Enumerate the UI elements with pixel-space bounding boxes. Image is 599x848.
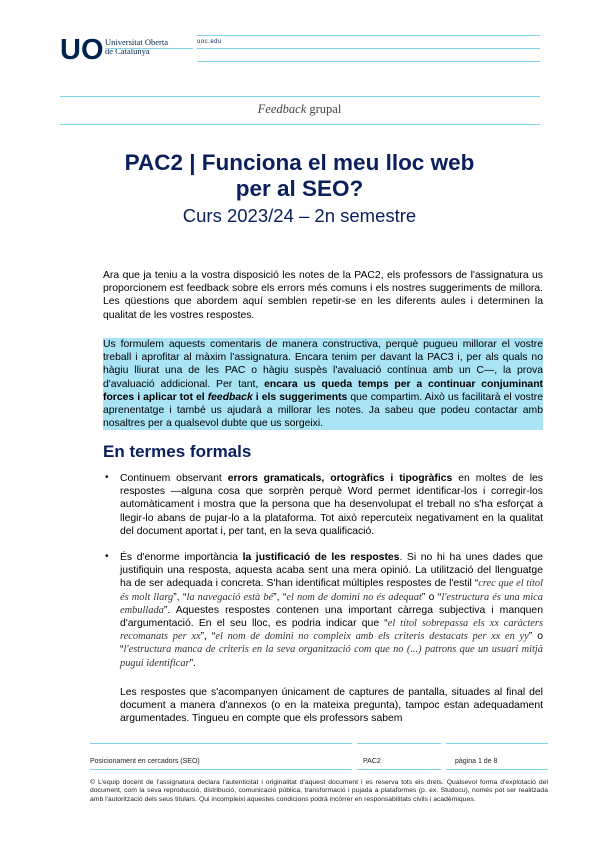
- uoc-logo: [60, 32, 104, 64]
- page-title: PAC2 | Funciona el meu lloc web per al SEO?: [124, 150, 475, 201]
- feedback-label: Feedback grupal: [257, 102, 342, 116]
- closing-paragraph: Les respostes que s'acompanyen únicament de captures de pantalla, situades al final del document a manera d'annexos (o en la mateixa pregunta), tampoc estan adequadament argumentades. Tingueu en compte que els professors sabem: [120, 687, 543, 725]
- footer-course: Posicionament en cercadors (SEO): [90, 758, 200, 765]
- bullet-marker: •: [105, 551, 109, 562]
- feedback-rule-bottom: [60, 124, 540, 125]
- feedback-rule-top: [60, 96, 540, 97]
- site-link[interactable]: uoc.edu: [197, 39, 222, 45]
- bullet-grammar: Continuem observant errors gramaticals, ortogràfics i tipogràfics en moltes de les respostes —alguna cosa que sorprèn perquè Word permet identificar-los i corregir-los automàticament i mostra que la persona que ha desenvolupat el treball no s'ha esforçat a llegir-lo abans de pujar-lo a la plataforma. Tot això repercuteix negativament en la qualitat del document aportat i, per tant, en la seva qualificació.: [120, 473, 543, 537]
- header-rule-left: [105, 48, 193, 49]
- university-name: Universitat Oberta de Catalunya: [105, 37, 169, 56]
- svg-text:UOC: UO: [60, 34, 104, 64]
- bullet-marker: •: [105, 472, 109, 483]
- footer-rule: [357, 769, 441, 770]
- header-rule-top: [197, 35, 540, 36]
- section-heading: En termes formals: [103, 442, 252, 461]
- footer-rule: [446, 769, 548, 770]
- intro-paragraph: Ara que ja teniu a la vostra disposició les notes de la PAC2, els professors de l'assignatura us proporcionem est feedback sobre els errors més comuns i els nostres suggeriments de millora. Les qüestions que abordem aquí semblen repetir-se en les diferents aules i determinen la qualitat de les vostres respostes.: [103, 270, 543, 321]
- footer-rule: [446, 743, 548, 744]
- footer-rule: [357, 743, 441, 744]
- footer-rule: [90, 769, 352, 770]
- header-rule-mid: [197, 48, 540, 49]
- bullet-justification: És d'enorme importància la justificació de les respostes. Si no hi ha unes dades que justifiquin una resposta, aquesta acaba sent una mera opinió. La utilització del llenguatge ha de ser adequada i concreta. S'han identificat múltiples respostes de l'estil “crec que el títol és molt llarg”, “la navegació està bé”, “el nom de domini no és adequat” o “l'estructura és una mica embullada”. Aquestes respostes contenen una important càrrega subjectiva i manquen d'argumentació. En el seu lloc, es podria indicar que “el títol sobrepassa els xx caràcters recomanats per xx”, “el nom de domini no compleix amb els criteris destacats per xx en yy” o “l'estructura manca de criteris en la seva organització com que no (...) patrons que un usuari mitjà pugui identificar”.: [120, 552, 543, 669]
- header-rule-bottom: [197, 61, 540, 62]
- footer-page-number: pàgina 1 de 8: [455, 758, 498, 765]
- footer-pac: PAC2: [363, 758, 381, 765]
- page-subtitle: Curs 2023/24 – 2n semestre: [182, 205, 417, 226]
- highlight-paragraph: Us formulem aquests comentaris de manera constructiva, perquè pugueu millorar el vostre treball i aprofitar al màxim l'assignatura. Encara tenim per davant la PAC3 i, per als quals no hàgiu lliurat una de les PAC o hàgiu suspès l'avaluació contínua amb un C—, la prova d'avaluació addicional. Per tant, encara us queda temps per a continuar conjuminant forces i aplicar tot el feedback i els suggeriments que compartim. Això us facilitarà el vostre aprenentatge i també us ajudarà a millorar les notes. Ja sabeu que podeu contactar amb nosaltres per a qualsevol dubte que us sorgeixi.: [103, 339, 544, 430]
- footer-legal-notice: © L'equip docent de l'assignatura declara l'autenticitat i originalitat d'aquest document i es reserva tots els drets. Qualsevol forma d'explotació del document, com la seva reproducció, distribució, comunicació pública, transformació i pujada a plataformes (p. ex. Studocu), només pot ser realitzada amb l'autorització dels seus titulars. Qui incompleixi aquestes condicions podrà incórrer en responsabilitats civils i acadèmiques.: [90, 779, 548, 803]
- footer-rule: [90, 743, 352, 744]
